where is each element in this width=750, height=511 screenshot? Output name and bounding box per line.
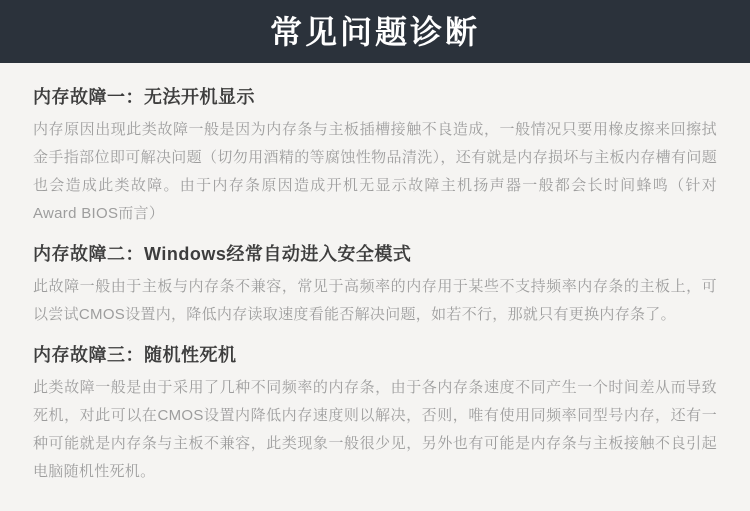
section-body: 此故障一般由于主板与内存条不兼容，常见于高频率的内存用于某些不支持频率内存条的主板上，可以尝试CMOS设置内，降低内存读取速度看能否解决问题，如若不行，那就只有更换内存条了。 <box>33 278 717 323</box>
page-header <box>0 0 750 63</box>
section-memory-fault-3 <box>33 344 717 486</box>
section-memory-fault-2 <box>33 243 717 329</box>
section-memory-fault-1 <box>33 86 717 228</box>
page-title: 常见问题诊断 <box>269 13 480 50</box>
section-heading: 内存故障一：无法开机显示 <box>33 87 255 107</box>
section-heading: 内存故障三：随机性死机 <box>33 345 237 365</box>
section-body: 此类故障一般是由于采用了几种不同频率的内存条，由于各内存条速度不同产生一个时间差从而导致死机，对此可以在CMOS设置内降低内存速度则以解决，否则，唯有使用同频率同型号内存，还有一种可能就是内存条与主板不兼容，此类现象一般很少见，另外也有可能是内存条与主板接触不良引起电脑随机性死机。 <box>33 379 717 480</box>
section-heading: 内存故障二：Windows经常自动进入安全模式 <box>33 244 412 264</box>
section-body: 内存原因出现此类故障一般是因为内存条与主板插槽接触不良造成，一般情况只要用橡皮擦来回擦拭金手指部位即可解决问题（切勿用酒精的等腐蚀性物品清洗），还有就是内存损坏与主板内存槽有问题也会造成此类故障。由于内存条原因造成开机无显示故障主机扬声器一般都会长时间蜂鸣（针对Award BIOS而言） <box>33 121 717 222</box>
article-content <box>0 86 750 486</box>
